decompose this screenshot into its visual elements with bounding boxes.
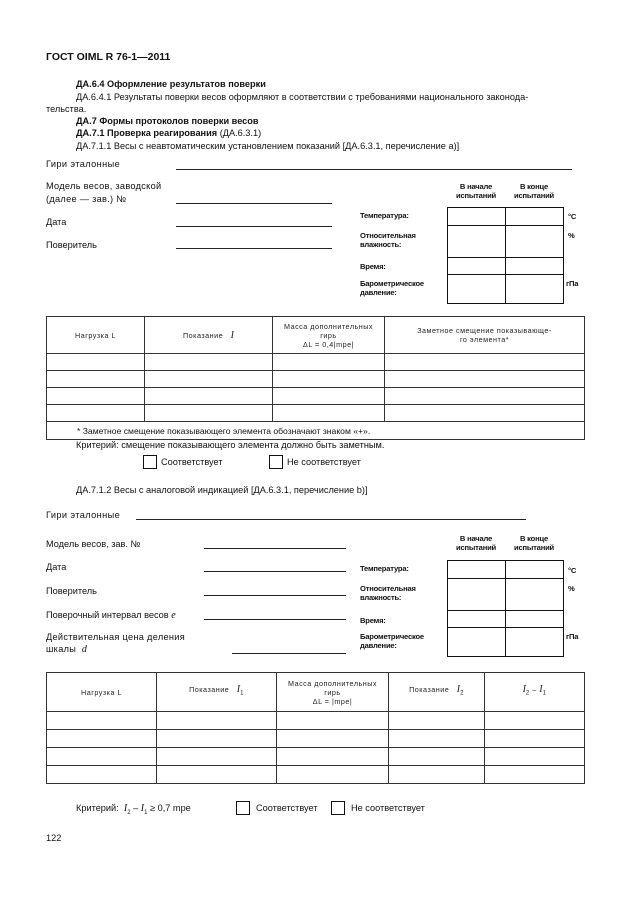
form1-date-label: Дата: [46, 217, 67, 227]
table-cell[interactable]: [385, 388, 585, 405]
form1-env-press-label: Барометрическое давление:: [360, 279, 424, 297]
table-cell[interactable]: [47, 712, 157, 730]
form1-col-extra-mass: Масса дополнительных гирь ΔL = 0,4|mpe|: [273, 317, 385, 354]
form2-env-start-header: В начале испытаний: [455, 534, 497, 552]
table-cell[interactable]: [485, 766, 585, 784]
form1-env-table: [447, 207, 564, 304]
form1-col-load: Нагрузка L: [47, 317, 145, 354]
form1-env-time-label: Время:: [360, 262, 386, 271]
form2-verifier-field[interactable]: [204, 595, 346, 596]
form1-complies-checkbox[interactable]: [143, 455, 157, 469]
form2-hum-end-cell[interactable]: [506, 579, 564, 611]
table-cell[interactable]: [485, 748, 585, 766]
section-da711-title: ДА.7.1.1 Весы с неавтоматическим установлением показаний [ДА.6.3.1, перечисление a)]: [76, 141, 460, 151]
form2-col-load: Нагрузка L: [47, 673, 157, 712]
form2-env-time-label: Время:: [360, 616, 386, 625]
form1-env-hum-label: Относительная влажность:: [360, 231, 416, 249]
table-cell[interactable]: [273, 405, 385, 422]
section-da71-title: [76, 128, 261, 139]
table-cell[interactable]: [273, 388, 385, 405]
form2-weights-label: Гири эталонные: [46, 510, 121, 520]
table-row: [47, 712, 585, 730]
form1-date-field[interactable]: [176, 226, 332, 227]
form2-env-temp-label: Температура:: [360, 564, 409, 573]
table-cell[interactable]: [273, 371, 385, 388]
form2-env-press-unit: гПа: [566, 632, 579, 641]
form2-env-hum-label: Относительная влажность:: [360, 584, 416, 602]
table-cell[interactable]: [157, 712, 277, 730]
form1-time-start-cell[interactable]: [448, 258, 506, 275]
table-cell[interactable]: [389, 730, 485, 748]
form2-weights-field[interactable]: [136, 519, 526, 520]
form1-model-field[interactable]: [176, 203, 332, 204]
section-da641-line2: тельства.: [46, 104, 87, 114]
section-da7-title: ДА.7 Формы протоколов поверки весов: [76, 116, 259, 126]
form1-not-complies-label: Не соответствует: [287, 457, 361, 467]
form2-time-end-cell[interactable]: [506, 611, 564, 628]
table-cell[interactable]: [277, 748, 389, 766]
form1-env-press-unit: гПа: [566, 279, 579, 288]
section-da71-bold: ДА.7.1 Проверка реагирования: [76, 128, 218, 138]
table-cell[interactable]: [47, 388, 145, 405]
form2-date-field[interactable]: [204, 571, 346, 572]
table-cell[interactable]: [389, 766, 485, 784]
table-row: [47, 748, 585, 766]
form2-press-start-cell[interactable]: [448, 628, 506, 657]
section-da64-title: ДА.6.4 Оформление результатов поверки: [76, 79, 266, 89]
form2-hum-start-cell[interactable]: [448, 579, 506, 611]
form1-temp-end-cell[interactable]: [506, 208, 564, 226]
form2-col-extra-mass: Масса дополнительных гирь ΔL = |mpe|: [277, 673, 389, 712]
table-row: [47, 371, 585, 388]
form1-env-end-header: В конце испытаний: [513, 182, 555, 200]
form1-weights-field[interactable]: [176, 169, 572, 170]
form1-model-label-line2: (далее — зав.) №: [46, 194, 127, 204]
table-cell[interactable]: [389, 748, 485, 766]
form2-time-start-cell[interactable]: [448, 611, 506, 628]
form1-weights-label: Гири эталонные: [46, 159, 121, 169]
table-row: [47, 405, 585, 422]
form1-model-label-line1: Модель весов, заводской: [46, 181, 162, 191]
form1-env-hum-unit: %: [568, 231, 575, 240]
form1-hum-start-cell[interactable]: [448, 226, 506, 258]
table-cell[interactable]: [145, 388, 273, 405]
form2-env-end-header: В конце испытаний: [513, 534, 555, 552]
form2-col-indication-1: Показание $I_1$: [157, 673, 277, 712]
table-cell[interactable]: [157, 748, 277, 766]
table-cell[interactable]: [157, 730, 277, 748]
section-da71-ref: (ДА.6.3.1): [219, 128, 262, 138]
table-cell[interactable]: [47, 405, 145, 422]
table-row: [47, 388, 585, 405]
table-cell[interactable]: [385, 405, 585, 422]
table-cell[interactable]: [157, 766, 277, 784]
table-cell[interactable]: [273, 354, 385, 371]
table-row: [47, 730, 585, 748]
form2-env-temp-unit: °C: [568, 566, 577, 575]
table-row: [47, 766, 585, 784]
form2-interval-label: Поверочный интервал весов e: [46, 610, 176, 621]
form2-verifier-label: Поверитель: [46, 586, 97, 596]
form2-criterion: Критерий: $I_2 - I_1 \ge 0,7$ mpe: [76, 803, 191, 816]
form1-verifier-field[interactable]: [176, 248, 332, 249]
table-row: [47, 354, 585, 371]
form2-env-press-label: Барометрическое давление:: [360, 632, 424, 650]
table-cell[interactable]: [389, 712, 485, 730]
standard-header: ГОСТ OIML R 76-1—2011: [46, 51, 171, 63]
form2-press-end-cell[interactable]: [506, 628, 564, 657]
form1-press-start-cell[interactable]: [448, 275, 506, 304]
form2-temp-start-cell[interactable]: [448, 561, 506, 579]
form2-env-hum-unit: %: [568, 584, 575, 593]
form1-time-end-cell[interactable]: [506, 258, 564, 275]
form1-complies-label: Соответствует: [161, 457, 223, 467]
form2-data-table: [46, 672, 585, 784]
table-cell[interactable]: [47, 371, 145, 388]
form1-press-end-cell[interactable]: [506, 275, 564, 304]
form1-temp-start-cell[interactable]: [448, 208, 506, 226]
section-da712-title: ДА.7.1.2 Весы с аналоговой индикацией [ДА.6.3.1, перечисление b)]: [76, 485, 368, 495]
table-cell[interactable]: [485, 730, 585, 748]
form1-col-displacement: Заметное смещение показывающе- го элемента*: [385, 317, 585, 354]
table-cell[interactable]: [385, 354, 585, 371]
form2-col-indication-2: Показание $I_2$: [389, 673, 485, 712]
form2-not-complies-checkbox[interactable]: [331, 801, 345, 815]
form2-date-label: Дата: [46, 562, 67, 572]
table-cell[interactable]: [277, 712, 389, 730]
form2-interval-field[interactable]: [204, 619, 346, 620]
table-cell[interactable]: [47, 730, 157, 748]
form2-not-complies-label: Не соответствует: [351, 803, 425, 813]
form1-col-indication: Показание I: [145, 317, 273, 354]
form1-data-table: [46, 316, 585, 440]
form2-temp-end-cell[interactable]: [506, 561, 564, 579]
page-number: 122: [46, 833, 62, 843]
form1-env-start-header: В начале испытаний: [455, 182, 497, 200]
form2-complies-label: Соответствует: [256, 803, 318, 813]
form1-criterion: Критерий: смещение показывающего элемента должно быть заметным.: [76, 440, 385, 450]
form2-model-label: Модель весов, зав. №: [46, 539, 141, 549]
form2-division-field[interactable]: [232, 653, 346, 654]
table-cell[interactable]: [145, 405, 273, 422]
form1-env-temp-unit: °C: [568, 212, 577, 221]
section-da641-line1: ДА.6.4.1 Результаты поверки весов оформляют в соответствии с требованиями национального законода-: [76, 92, 529, 102]
table-cell[interactable]: [145, 354, 273, 371]
form1-verifier-label: Поверитель: [46, 240, 97, 250]
form1-hum-end-cell[interactable]: [506, 226, 564, 258]
table-cell[interactable]: [277, 730, 389, 748]
form1-footnote: * Заметное смещение показывающего элемента обозначают знаком «+».: [47, 422, 585, 440]
form1-env-temp-label: Температура:: [360, 211, 409, 220]
table-cell[interactable]: [47, 748, 157, 766]
table-cell[interactable]: [47, 354, 145, 371]
table-cell[interactable]: [47, 766, 157, 784]
table-cell[interactable]: [385, 371, 585, 388]
form1-not-complies-checkbox[interactable]: [269, 455, 283, 469]
form2-env-table: [447, 560, 564, 657]
table-cell[interactable]: [145, 371, 273, 388]
form2-col-difference: $I_2 - I_1$: [485, 673, 585, 712]
form2-division-label-line2: шкалы d: [46, 644, 87, 655]
table-cell[interactable]: [277, 766, 389, 784]
form2-division-label-line1: Действительная цена деления: [46, 632, 185, 642]
form2-complies-checkbox[interactable]: [236, 801, 250, 815]
form2-model-field[interactable]: [204, 548, 346, 549]
table-cell[interactable]: [485, 712, 585, 730]
